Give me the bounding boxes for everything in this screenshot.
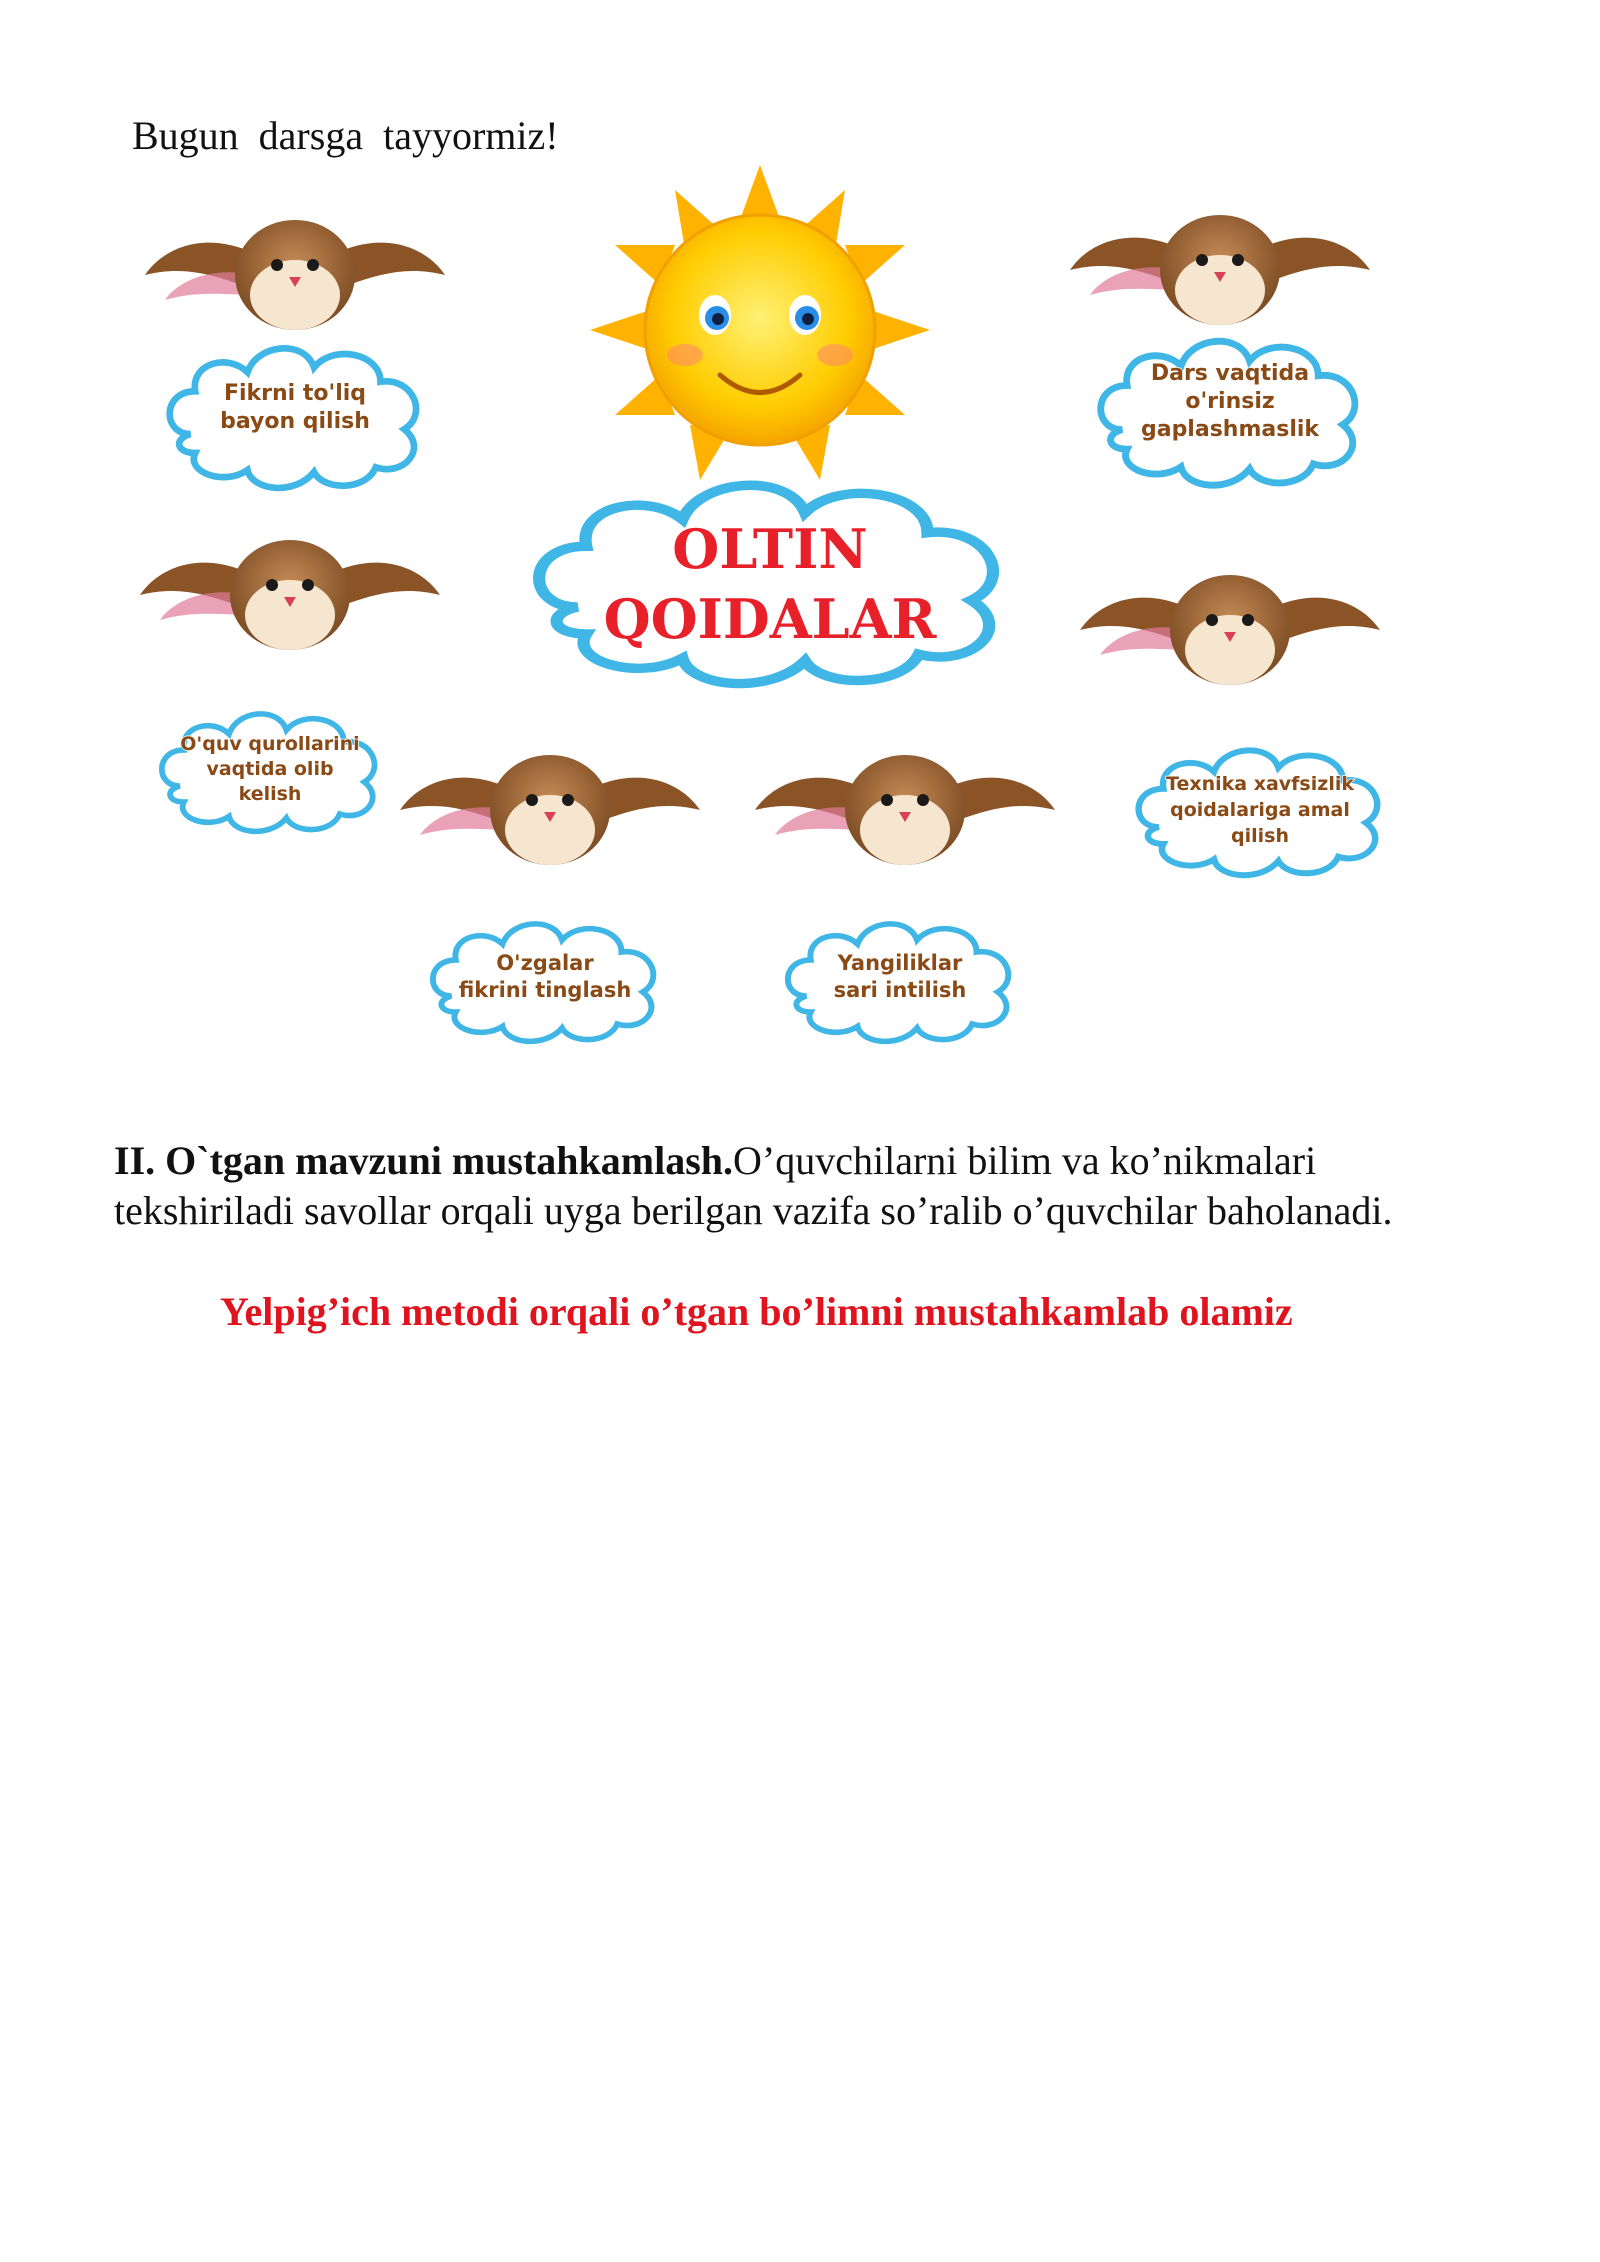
golden-rules-poster xyxy=(130,160,1430,1060)
rule-3-line1: O'quv qurollarini xyxy=(180,733,360,755)
rule-4-line1: Texnika xavfsizlik xyxy=(1166,773,1354,795)
section-paragraph xyxy=(114,1136,1414,1236)
bird-illustration xyxy=(140,540,440,650)
bird-illustration xyxy=(1070,215,1370,325)
method-line: Yelpig’ich metodi orqali o’tgan bo’limni mustahkamlab olamiz xyxy=(220,1289,1293,1334)
sun-illustration xyxy=(590,165,930,480)
intro-text: Bugun darsga tayyormiz! xyxy=(132,113,559,158)
rule-5-line2: fikrini tinglash xyxy=(458,978,632,1002)
rule-3-line3: kelish xyxy=(238,783,302,805)
bird-illustration xyxy=(400,755,700,865)
rule-1-line1: Fikrni to'liq xyxy=(223,381,367,406)
section-body: O’quvchilarni bilim va ko’nikmalari tekshiriladi savollar orqali uyga berilgan vazifa so’ralib o’quvchilar baholanadi. xyxy=(114,1138,1393,1233)
rule-6-line2: sari intilish xyxy=(833,978,967,1002)
bird-illustration xyxy=(755,755,1055,865)
bird-illustration xyxy=(1080,575,1380,685)
rule-2-line2: o'rinsiz xyxy=(1185,389,1275,414)
rule-2-line3: gaplashmaslik xyxy=(1140,417,1320,442)
rule-4-line3: qilish xyxy=(1231,825,1289,847)
rule-4-line2: qoidalariga amal xyxy=(1170,799,1350,821)
poster-title-line2: QOIDALAR xyxy=(603,587,937,651)
title-cloud xyxy=(539,485,993,683)
rule-5-line1: O'zgalar xyxy=(496,951,594,975)
rule-1-line2: bayon qilish xyxy=(220,409,370,434)
poster-title-line1: OLTIN xyxy=(672,517,868,581)
bird-illustration xyxy=(145,220,445,330)
section-heading: II. O`tgan mavzuni mustahkamlash. xyxy=(114,1138,734,1183)
rule-3-line2: vaqtida olib xyxy=(206,758,334,780)
rule-2-line1: Dars vaqtida xyxy=(1150,361,1310,386)
rule-6-line1: Yangiliklar xyxy=(837,951,963,975)
